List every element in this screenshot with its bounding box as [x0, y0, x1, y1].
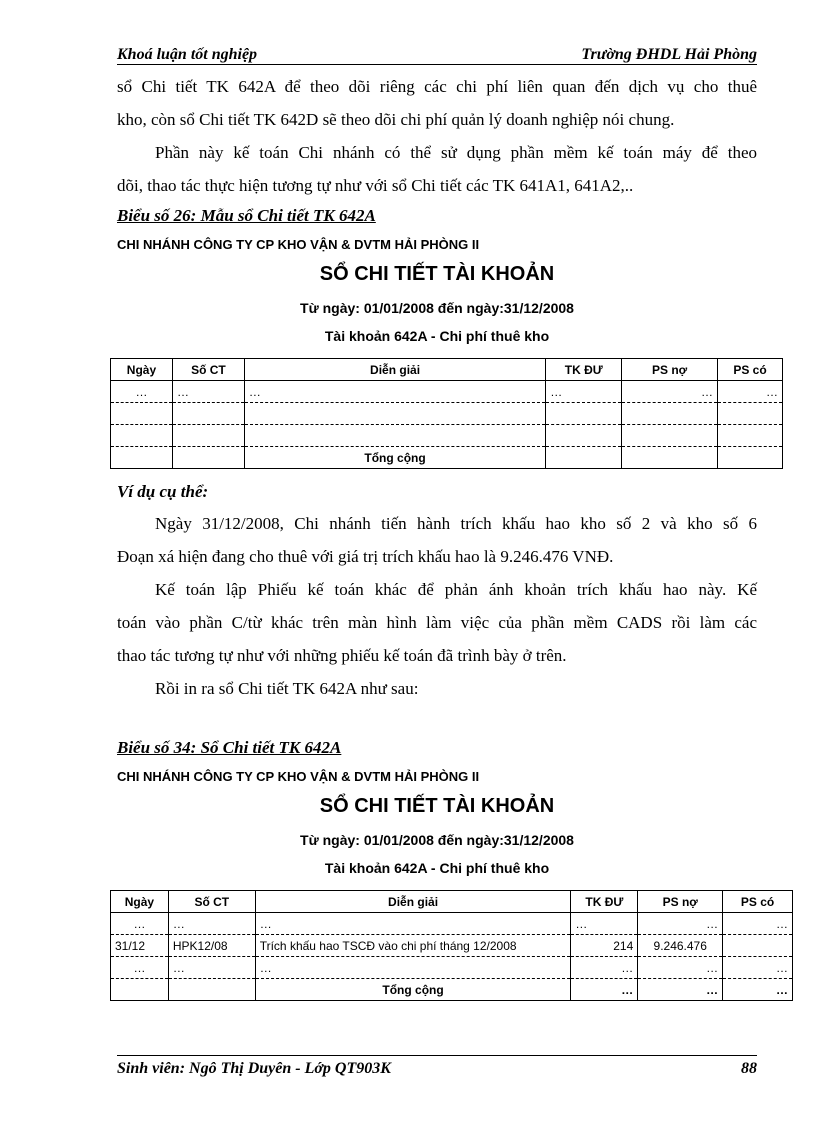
table-cell: … [638, 957, 723, 979]
table-cell [723, 935, 793, 957]
table-cell: … [255, 913, 571, 935]
col-header: PS có [718, 359, 783, 381]
table-cell: … [723, 913, 793, 935]
form26-caption: Biểu số 26: Mẫu sổ Chi tiết TK 642A [117, 206, 376, 225]
table-cell [622, 447, 718, 469]
page-footer [117, 1055, 757, 1077]
table-cell: … [571, 913, 638, 935]
table-cell: … [168, 913, 255, 935]
col-header: Ngày [111, 359, 173, 381]
table-cell [111, 979, 169, 1001]
header-left: Khoá luận tốt nghiệp [117, 46, 258, 63]
example-line: toán vào phần C/từ khác trên màn hình làm việc của phần mềm CADS rồi làm các [117, 613, 757, 632]
col-header: Số CT [172, 359, 244, 381]
table-cell: … [111, 381, 173, 403]
form26-title: SỔ CHI TIẾT TÀI KHOẢN [319, 263, 555, 285]
table-cell [244, 425, 545, 447]
table-cell: … [168, 957, 255, 979]
total-label: Tổng cộng [244, 447, 545, 469]
intro-line: Phần này kế toán Chi nhánh có thể sử dụng phần mềm kế toán máy để theo [155, 143, 757, 162]
table-cell: … [638, 979, 723, 1001]
table-row [111, 381, 783, 403]
col-header: PS nợ [638, 891, 723, 913]
table-total-row [111, 447, 783, 469]
table-cell: … [244, 381, 545, 403]
total-label: Tổng cộng [255, 979, 571, 1001]
form34-period: Từ ngày: 01/01/2008 đến ngày:31/12/2008 [300, 832, 574, 848]
table-total-row [111, 979, 793, 1001]
example-heading: Ví dụ cụ thể: [117, 482, 209, 501]
example-line: thao tác tương tự như với những phiếu kế toán đã trình bày ở trên. [117, 646, 567, 665]
table-cell [172, 425, 244, 447]
intro-paragraph [117, 70, 757, 202]
table-cell [718, 425, 783, 447]
table-cell: … [546, 381, 622, 403]
table-cell [622, 425, 718, 447]
col-header: Ngày [111, 891, 169, 913]
table-cell: … [622, 381, 718, 403]
intro-line: kho, còn sổ Chi tiết TK 642D sẽ theo dõi chi phí quản lý doanh nghiệp nói chung. [117, 110, 675, 129]
table-cell [718, 403, 783, 425]
page-header [117, 46, 757, 65]
table-cell [111, 403, 173, 425]
form34-title: SỔ CHI TIẾT TÀI KHOẢN [319, 795, 555, 817]
table-cell: … [638, 913, 723, 935]
example-line: Ngày 31/12/2008, Chi nhánh tiến hành trích khấu hao kho số 2 và kho số 6 [155, 514, 757, 533]
example-line: Đoạn xá hiện đang cho thuê với giá trị trích khấu hao là 9.246.476 VNĐ. [117, 547, 614, 566]
table-cell: Trích khấu hao TSCĐ vào chi phí tháng 12/2008 [255, 935, 571, 957]
table-header-row [111, 891, 793, 913]
col-header: Diễn giải [255, 891, 571, 913]
form26-account: Tài khoản 642A - Chi phí thuê kho [324, 328, 550, 344]
table-cell [622, 403, 718, 425]
table-row [111, 935, 793, 957]
form34-caption: Biểu số 34: Sổ Chi tiết TK 642A [117, 738, 342, 757]
table-cell: 214 [571, 935, 638, 957]
form26-org: CHI NHÁNH CÔNG TY CP KHO VẬN & DVTM HẢI PHÒNG II [117, 237, 480, 252]
table-cell: … [723, 979, 793, 1001]
table-cell: 9.246.476 [638, 935, 723, 957]
table-cell: … [172, 381, 244, 403]
table-cell [546, 425, 622, 447]
table-cell: … [718, 381, 783, 403]
example-line: Kế toán lập Phiếu kế toán khác để phản ánh khoản trích khấu hao này. Kế [155, 580, 757, 599]
table-cell: HPK12/08 [168, 935, 255, 957]
table-row [111, 403, 783, 425]
col-header: PS có [723, 891, 793, 913]
form34-table [110, 890, 793, 1001]
header-right: Trường ĐHDL Hải Phòng [581, 46, 757, 63]
table-cell: … [255, 957, 571, 979]
footer-left: Sinh viên: Ngô Thị Duyên - Lớp QT903K [117, 1060, 391, 1077]
table-cell: … [111, 913, 169, 935]
form34-org: CHI NHÁNH CÔNG TY CP KHO VẬN & DVTM HẢI PHÒNG II [117, 769, 480, 784]
table-header-row [111, 359, 783, 381]
example-line: Rồi in ra sổ Chi tiết TK 642A như sau: [155, 679, 419, 698]
table-row [111, 425, 783, 447]
table-cell [172, 403, 244, 425]
table-cell [546, 447, 622, 469]
form26-period: Từ ngày: 01/01/2008 đến ngày:31/12/2008 [300, 300, 574, 316]
table-cell [111, 425, 173, 447]
form26-table [110, 358, 783, 469]
col-header: TK ĐƯ [571, 891, 638, 913]
col-header: PS nợ [622, 359, 718, 381]
col-header: TK ĐƯ [546, 359, 622, 381]
col-header: Số CT [168, 891, 255, 913]
table-cell: … [571, 979, 638, 1001]
intro-line: dõi, thao tác thực hiện tương tự như với sổ Chi tiết các TK 641A1, 641A2,.. [117, 176, 634, 195]
form34-account: Tài khoản 642A - Chi phí thuê kho [324, 860, 550, 876]
table-cell [111, 447, 173, 469]
example-paragraph [117, 507, 757, 705]
intro-line: sổ Chi tiết TK 642A để theo dõi riêng các chi phí liên quan đến dịch vụ cho thuê [117, 77, 757, 96]
table-cell [718, 447, 783, 469]
col-header: Diễn giải [244, 359, 545, 381]
table-cell [172, 447, 244, 469]
table-cell [244, 403, 545, 425]
table-cell [168, 979, 255, 1001]
table-cell: … [723, 957, 793, 979]
table-cell: … [571, 957, 638, 979]
table-cell [546, 403, 622, 425]
table-cell: 31/12 [111, 935, 169, 957]
page-number: 88 [741, 1060, 757, 1077]
table-cell: … [111, 957, 169, 979]
table-row [111, 957, 793, 979]
table-row [111, 913, 793, 935]
